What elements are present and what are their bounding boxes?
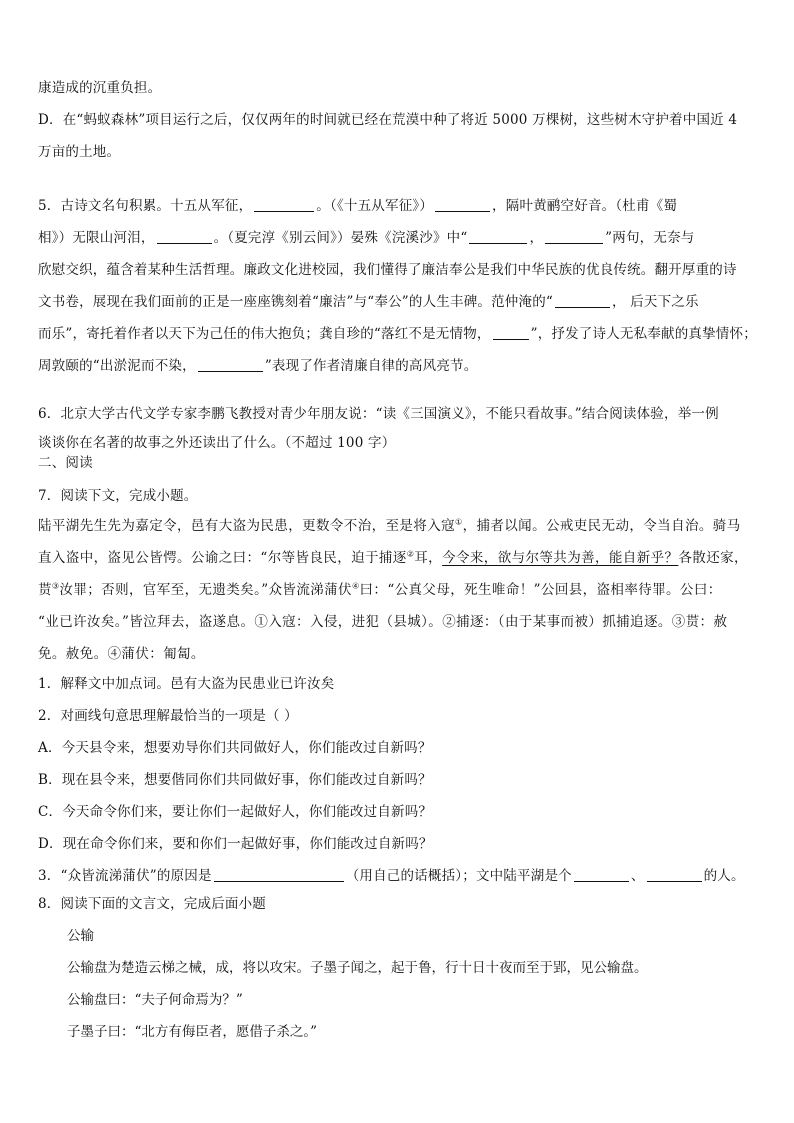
q7-sub-1: 1．解释文中加点词。邑有大盗为民患业已许汝矣 [38, 676, 335, 692]
passage-line-3: 贳③汝罪；否则，官军至，无遗类矣。”众皆流涕蒲伏④曰：“公真父母，死生唯命！”公回县，盗相率待罪。公曰： [38, 581, 722, 598]
answer-blank[interactable] [198, 358, 263, 373]
answer-blank[interactable] [469, 230, 527, 245]
answer-blank[interactable] [493, 326, 529, 341]
q7-sub-3: 3．“众皆流涕蒲伏”的原因是 （用自己的话概括）；文中陆平湖是个 、 的人。 [38, 868, 745, 884]
answer-blank[interactable] [214, 868, 344, 883]
q7-option-c[interactable]: C．今天命令你们来，要让你们一起做好人，你们能改过自新吗？ [38, 804, 433, 820]
q7-option-d[interactable]: D．现在命令你们来，要和你们一起做好事，你们能改过自新吗？ [38, 836, 433, 852]
q7-sub-2: 2．对画线句意思理解最恰当的一项是（ ） [38, 708, 298, 724]
q8-passage [67, 920, 757, 1048]
passage-line-1: 陆平湖先生先为嘉定令，邑有大盗为民患，更数令不治，至是将入寇①，捕者以闻。公戒吏民无动，令当自治。骑马 [38, 517, 741, 534]
q4-option-d-cont: 万亩的土地。 [38, 144, 121, 160]
q7-subquestions [38, 668, 760, 892]
passage-line-5-notes: 免。赦免。④蒲伏：匍匐。 [38, 646, 205, 662]
passage-line-1: 公输盘为楚造云梯之械，成，将以攻宋。子墨子闻之，起于鲁，行十日十夜而至于郢，见公输盘。 [67, 960, 648, 976]
question-7-title: 7．阅读下文，完成小题。 [38, 488, 198, 504]
answer-blank[interactable] [647, 868, 702, 883]
passage-line-2: 公输盘曰：“夫子何命焉为？” [67, 992, 243, 1008]
answer-blank[interactable] [574, 868, 629, 883]
question-6 [38, 398, 760, 456]
q5-line-5: 而乐”，寄托着作者以天下为己任的伟大抱负；龚自珍的“落红不是无情物， ”，抒发了诗人无私奉献的真挚情怀； [38, 326, 757, 342]
passage-line-2: 直入盗中，盗见公皆愕。公谕之曰：“尔等皆良民，迫于捕逐②耳，今令来，欲与尔等共为善，能自新乎？各散还家， [38, 549, 748, 566]
q5-line-1: 5．古诗文名句积累。十五从军征， 。（《十五从军征》） ，隔叶黄鹂空好音。（杜甫《蜀 [38, 198, 678, 214]
q4-continuation [38, 72, 760, 168]
question-5 [38, 190, 760, 382]
answer-blank[interactable] [555, 294, 610, 309]
q5-line-2: 相》）无限山河泪， 。（夏完淳《别云间》）晏殊《浣溪沙》中“ ， ”两句，无奈与 [38, 230, 695, 246]
section-heading-reading: 二、阅读 [38, 455, 93, 471]
q6-line-2: 谈谈你在名著的故事之外还读出了什么。（不超过 100 字） [38, 435, 396, 451]
answer-blank[interactable] [157, 230, 212, 245]
question-8-title: 8．阅读下面的文言文，完成后面小题 [38, 896, 266, 912]
q5-line-4: 文书卷，展现在我们面前的正是一座座镌刻着“廉洁”与“奉公”的人生丰碑。范仲淹的“ ， 后天下之乐 [38, 294, 699, 310]
answer-blank[interactable] [545, 230, 603, 245]
q5-line-6: 周敦颐的“出淤泥而不染， ”表现了作者清廉自律的高风亮节。 [38, 358, 478, 374]
q6-line-1: 6．北京大学古代文学专家李鹏飞教授对青少年朋友说：“读《三国演义》，不能只看故事。”结合阅读体验，举一例 [38, 406, 719, 422]
q5-line-3: 欣慰交织，蕴含着某种生活哲理。廉政文化进校园，我们懂得了廉洁奉公是我们中华民族的优良传统。翻开厚重的诗 [38, 262, 737, 278]
underlined-sentence: 今令来，欲与尔等共为善，能自新乎？ [442, 550, 679, 566]
answer-blank[interactable] [435, 198, 490, 213]
q4-option-c-tail: 康造成的沉重负担。 [38, 80, 162, 96]
q7-option-b[interactable]: B．现在县令来，想要偕同你们共同做好事，你们能改过自新吗？ [38, 772, 432, 788]
passage-line-3: 子墨子曰：“北方有侮臣者，愿借子杀之。” [67, 1024, 318, 1040]
passage-line-4-notes: “业已许汝矣。”皆泣拜去，盗遂息。①入寇：入侵，进犯（县城）。②捕逐：（由于某事而被）抓捕追逐。③贳：赦 [38, 614, 728, 630]
passage-heading: 公输 [67, 928, 94, 944]
answer-blank[interactable] [254, 198, 314, 213]
q7-passage [38, 510, 760, 670]
q7-option-a[interactable]: A．今天县令来，想要劝导你们共同做好人，你们能改过自新吗？ [38, 740, 432, 756]
q4-option-d: D．在“蚂蚁森林”项目运行之后，仅仅两年的时间就已经在荒漠中种了将近 5000 万棵树，这些树木守护着中国近 4 [38, 112, 738, 128]
